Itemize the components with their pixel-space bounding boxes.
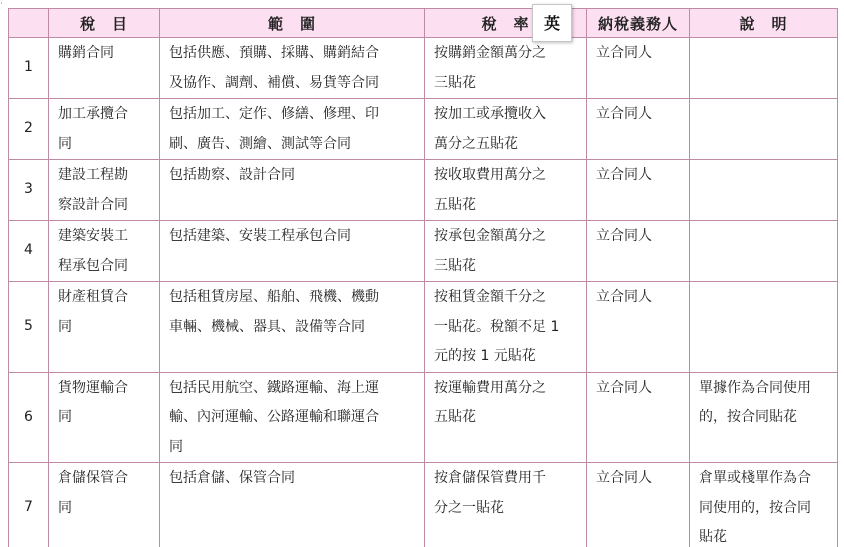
text-line: 三貼花 <box>434 74 476 91</box>
tax-rate-cell <box>425 38 587 99</box>
header-scope: 範 圍 <box>160 9 425 38</box>
notes-cell <box>690 372 838 463</box>
table-header <box>9 9 838 38</box>
text-line: 包括供應、預購、採購、購銷結合 <box>169 45 379 61</box>
notes-cell <box>690 221 838 282</box>
taxpayer-cell <box>587 99 690 160</box>
text-line: 同使用的，按合同 <box>699 499 811 516</box>
tax-rate-cell <box>425 372 587 463</box>
header-notes: 說 明 <box>690 9 838 38</box>
text-line: 元的按 1 元貼花 <box>434 348 536 364</box>
taxpayer-cell <box>587 463 690 547</box>
row-number: 6 <box>9 372 49 463</box>
tax-item-cell <box>49 160 160 221</box>
tax-item-cell <box>49 463 160 547</box>
text-line: 按承包金額萬分之 <box>434 228 546 244</box>
text-line: 立合同人 <box>596 167 652 183</box>
text-line: 程承包合同 <box>58 257 128 274</box>
tax-rate-cell <box>425 99 587 160</box>
taxpayer-cell <box>587 282 690 373</box>
tax-item-cell <box>49 282 160 373</box>
text-line: 同 <box>58 499 72 516</box>
table-row <box>9 372 838 463</box>
text-line: 同 <box>58 135 72 152</box>
text-line: 建築安裝工 <box>58 228 128 244</box>
scope-cell <box>160 160 425 221</box>
header-tax-item: 稅 目 <box>49 9 160 38</box>
text-line: 單據作為合同使用 <box>699 379 811 396</box>
taxpayer-cell <box>587 160 690 221</box>
text-line: 車輛、機械、器具、設備等合同 <box>169 318 365 335</box>
text-line: 包括加工、定作、修繕、修理、印 <box>169 106 379 122</box>
scope-cell <box>160 38 425 99</box>
table-row <box>9 221 838 282</box>
text-line: 萬分之五貼花 <box>434 135 518 152</box>
text-line: 立合同人 <box>596 379 652 396</box>
text-line: 立合同人 <box>596 470 652 486</box>
scope-cell <box>160 282 425 373</box>
tax-rate-cell <box>425 221 587 282</box>
tax-rate-cell <box>425 282 587 373</box>
text-line: 分之一貼花 <box>434 499 504 516</box>
text-line: 同 <box>58 318 72 335</box>
notes-cell <box>690 160 838 221</box>
notes-cell <box>690 38 838 99</box>
tax-rate-cell <box>425 463 587 547</box>
text-line: 立合同人 <box>596 45 652 61</box>
taxpayer-cell <box>587 38 690 99</box>
tax-item-cell <box>49 372 160 463</box>
row-number: 2 <box>9 99 49 160</box>
text-line: 立合同人 <box>596 289 652 305</box>
row-number: 4 <box>9 221 49 282</box>
text-line: 包括倉儲、保管合同 <box>169 470 295 486</box>
tax-item-cell <box>49 99 160 160</box>
text-line: 包括民用航空、鐵路運輸、海上運 <box>169 379 379 396</box>
text-line: 貨物運輸合 <box>58 379 128 396</box>
row-number: 7 <box>9 463 49 547</box>
corner-mark: · <box>0 0 3 9</box>
text-line: 按購銷金額萬分之 <box>434 45 546 61</box>
taxpayer-cell <box>587 221 690 282</box>
text-line: 同 <box>169 438 183 455</box>
table-row <box>9 38 838 99</box>
text-line: 按倉儲保管費用千 <box>434 470 546 486</box>
scope-cell <box>160 99 425 160</box>
text-line: 三貼花 <box>434 257 476 274</box>
text-line: 貼花 <box>699 529 727 545</box>
row-number: 1 <box>9 38 49 99</box>
input-method-indicator[interactable]: 英 <box>532 4 572 42</box>
text-line: 按收取費用萬分之 <box>434 167 546 183</box>
text-line: 同 <box>58 409 72 425</box>
text-line: 倉儲保管合 <box>58 470 128 486</box>
text-line: 刷、廣告、測繪、測試等合同 <box>169 135 351 152</box>
text-line: 加工承攬合 <box>58 106 128 122</box>
text-line: 按運輸費用萬分之 <box>434 379 546 396</box>
tax-rate-cell <box>425 160 587 221</box>
scope-cell <box>160 221 425 282</box>
text-line: 的，按合同貼花 <box>699 409 797 425</box>
table-row <box>9 282 838 373</box>
table-row <box>9 160 838 221</box>
tax-item-cell <box>49 38 160 99</box>
text-line: 及協作、調劑、補償、易貨等合同 <box>169 74 379 91</box>
stamp-tax-table <box>8 8 838 547</box>
header-row <box>9 9 838 38</box>
text-line: 五貼花 <box>434 196 476 213</box>
text-line: 購銷合同 <box>58 45 114 61</box>
text-line: 五貼花 <box>434 409 476 425</box>
table-body <box>9 38 838 547</box>
text-line: 輸、內河運輸、公路運輸和聯運合 <box>169 409 379 425</box>
row-number: 5 <box>9 282 49 373</box>
notes-cell <box>690 99 838 160</box>
table-row <box>9 463 838 547</box>
taxpayer-cell <box>587 372 690 463</box>
notes-cell <box>690 463 838 547</box>
text-line: 建設工程勘 <box>58 167 128 183</box>
text-line: 包括租賃房屋、船舶、飛機、機動 <box>169 289 379 305</box>
text-line: 立合同人 <box>596 228 652 244</box>
text-line: 按加工或承攬收入 <box>434 106 546 122</box>
text-line: 立合同人 <box>596 106 652 122</box>
scope-cell <box>160 372 425 463</box>
header-tax-rate: 稅 率 <box>425 9 587 38</box>
notes-cell <box>690 282 838 373</box>
tax-item-cell <box>49 221 160 282</box>
row-number: 3 <box>9 160 49 221</box>
text-line: 包括建築、安裝工程承包合同 <box>169 228 351 244</box>
text-line: 一貼花。稅額不足 1 <box>434 318 560 335</box>
text-line: 察設計合同 <box>58 196 128 213</box>
header-number <box>9 9 49 38</box>
text-line: 倉單或棧單作為合 <box>699 470 811 486</box>
text-line: 按租賃金額千分之 <box>434 289 546 305</box>
text-line: 包括勘察、設計合同 <box>169 167 295 183</box>
table-row <box>9 99 838 160</box>
scope-cell <box>160 463 425 547</box>
header-taxpayer: 納稅義務人 <box>587 9 690 38</box>
text-line: 財產租賃合 <box>58 289 128 305</box>
